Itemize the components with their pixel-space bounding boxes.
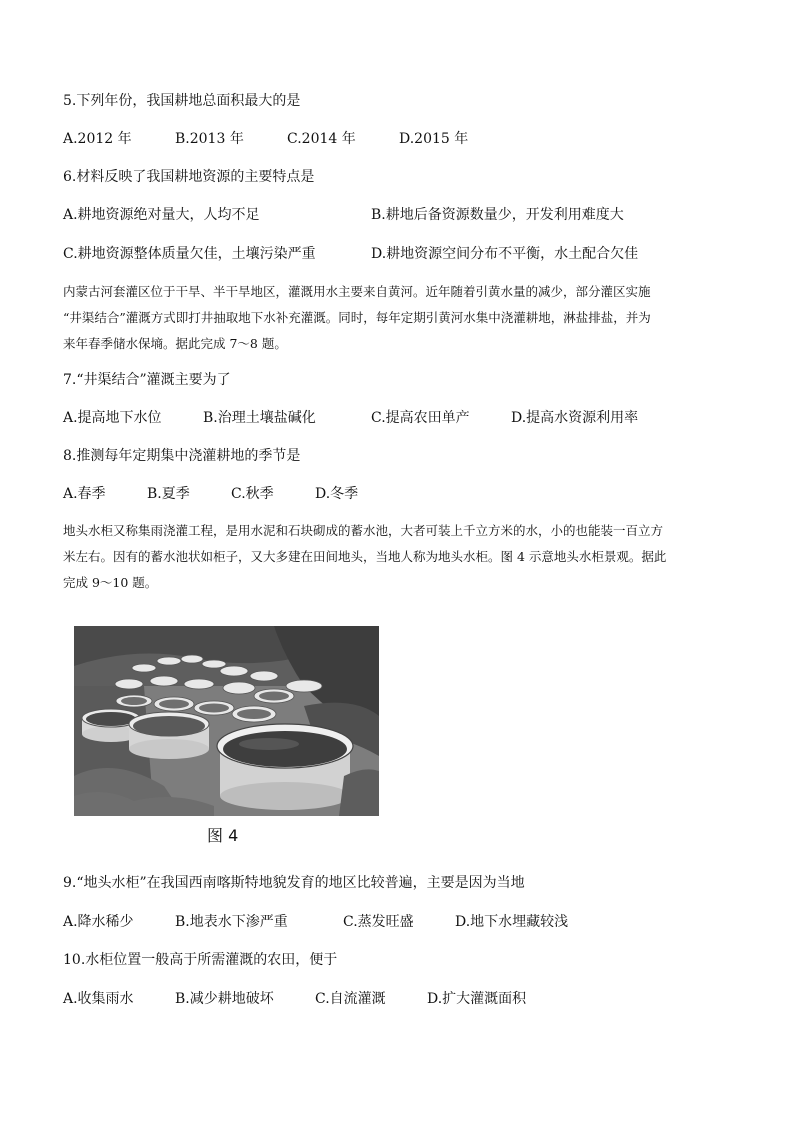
question-10-option-d[interactable]: D.扩大灌溉面积 [427, 991, 527, 1007]
material-7-8-line-1: 内蒙古河套灌区位于干旱、半干旱地区，灌溉用水主要来自黄河。近年随着引黄水量的减少，部分灌区实施 [63, 284, 651, 299]
question-8-option-d[interactable]: D.冬季 [315, 486, 359, 502]
material-7-8-line-2: “井渠结合”灌溉方式即打井抽取地下水补充灌溉。同时，每年定期引黄河水集中浇灌耕地，淋盐排盐，并为 [63, 310, 651, 325]
question-7-option-c[interactable]: C.提高农田单产 [371, 410, 470, 426]
question-7-option-a[interactable]: A.提高地下水位 [63, 410, 162, 426]
question-9-stem: 9.“地头水柜”在我国西南喀斯特地貌发育的地区比较普遍，主要是因为当地 [63, 875, 525, 891]
question-8-stem: 8.推测每年定期集中浇灌耕地的季节是 [63, 448, 301, 464]
question-8-option-a[interactable]: A.春季 [63, 486, 106, 502]
question-6-option-c[interactable]: C.耕地资源整体质量欠佳，土壤污染严重 [63, 246, 316, 262]
material-9-10-line-3: 完成 9～10 题。 [63, 575, 158, 590]
question-5-option-d[interactable]: D.2015 年 [399, 131, 469, 147]
question-5-option-a[interactable]: A.2012 年 [63, 131, 132, 147]
question-10-option-a[interactable]: A.收集雨水 [63, 991, 134, 1007]
question-8-option-b[interactable]: B.夏季 [147, 486, 190, 502]
question-7-stem: 7.“井渠结合”灌溉主要为了 [63, 372, 231, 388]
question-8-option-c[interactable]: C.秋季 [231, 486, 274, 502]
question-6-option-b[interactable]: B.耕地后备资源数量少，开发利用难度大 [371, 207, 624, 223]
question-9-option-b[interactable]: B.地表水下渗严重 [175, 914, 288, 930]
material-7-8 [63, 279, 733, 357]
material-9-10-line-1: 地头水柜又称集雨浇灌工程，是用水泥和石块砌成的蓄水池，大者可装上千立方米的水，小的也能装一百立方 [63, 523, 664, 538]
question-10-stem: 10.水柜位置一般高于所需灌溉的农田，便于 [63, 952, 338, 968]
question-5-stem: 5.下列年份，我国耕地总面积最大的是 [63, 93, 301, 109]
question-9-option-d[interactable]: D.地下水埋藏较浅 [455, 914, 569, 930]
question-7-option-d[interactable]: D.提高水资源利用率 [511, 410, 639, 426]
question-5-option-c[interactable]: C.2014 年 [287, 131, 356, 147]
question-6-option-d[interactable]: D.耕地资源空间分布不平衡，水土配合欠佳 [371, 246, 639, 262]
question-5-option-b[interactable]: B.2013 年 [175, 131, 244, 147]
question-9-option-c[interactable]: C.蒸发旺盛 [343, 914, 414, 930]
question-9-option-a[interactable]: A.降水稀少 [63, 914, 134, 930]
question-10-option-b[interactable]: B.减少耕地破坏 [175, 991, 274, 1007]
material-7-8-line-3: 来年春季储水保墒。据此完成 7～8 题。 [63, 336, 287, 351]
figure-4-photo [74, 626, 379, 816]
question-6-option-a[interactable]: A.耕地资源绝对量大，人均不足 [63, 207, 260, 223]
figure-4-caption: 图 4 [207, 826, 239, 845]
material-9-10-line-2: 米左右。因有的蓄水池状如柜子，又大多建在田间地头，当地人称为地头水柜。图 4 示意地头水柜景观。据此 [63, 549, 667, 564]
question-10-option-c[interactable]: C.自流灌溉 [315, 991, 386, 1007]
question-6-stem: 6.材料反映了我国耕地资源的主要特点是 [63, 169, 315, 185]
question-7-option-b[interactable]: B.治理土壤盐碱化 [203, 410, 316, 426]
material-9-10 [63, 518, 733, 596]
